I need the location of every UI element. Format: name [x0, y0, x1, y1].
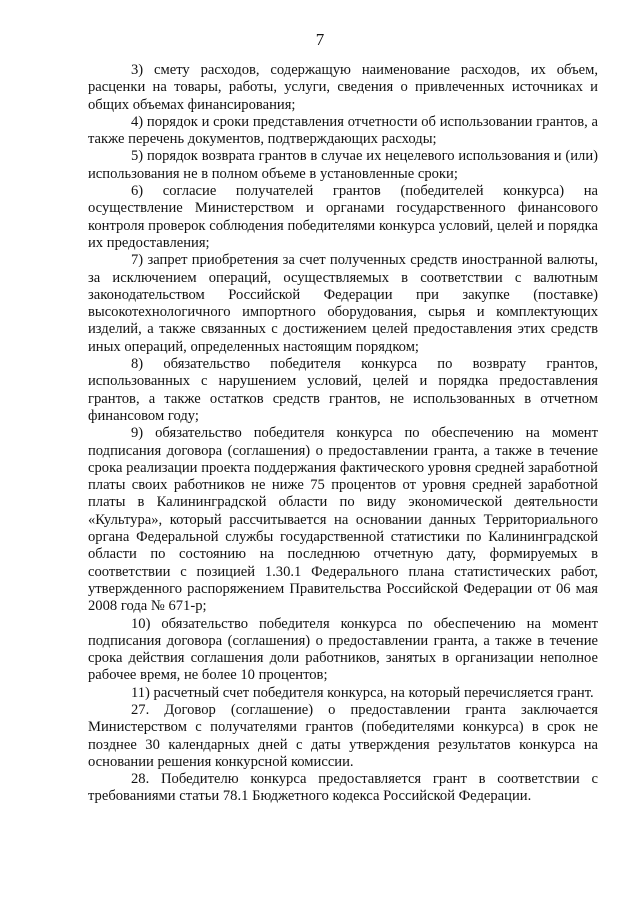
page-number: 7	[315, 30, 325, 49]
list-item-6-consent: 6) согласие получателей грантов (победителей конкурса) на осуществление Министерством и органами государственного финансового контроля проверок соблюдения победителями конкурса условий, целей и порядка их предоставления;	[88, 183, 598, 251]
clause-27-agreement: 27. Договор (соглашение) о предоставлении гранта заключается Министерством с получателями грантов (победителями конкурса) в срок не позднее 30 календарных дней с даты утверждения результатов конкурса на основании решения конкурсной комиссии.	[88, 701, 598, 770]
list-item-7-currency-ban: 7) запрет приобретения за счет полученных средств иностранной валюты, за исключением операций, осуществляемых в соответствии с валютным законодательством Российской Федерации при закупке (поставке) высокотехнологичного импортного оборудования, сырья и комплектующих изделий, а также связанных с достижением целей предоставления этих средств иных операций, определенных настоящим порядком;	[88, 252, 598, 355]
list-item-4-reporting: 4) порядок и сроки представления отчетности об использовании грантов, а также перечень документов, подтверждающих расходы;	[88, 113, 598, 148]
list-item-10-part-time-obligation: 10) обязательство победителя конкурса по обеспечению на момент подписания договора (соглашения) о предоставлении гранта, а также в течение срока действия соглашения доли работников, занятых в организации неполное рабочее время, не более 10 процентов;	[88, 615, 598, 684]
list-item-3-estimate: 3) смету расходов, содержащую наименование расходов, их объем, расценки на товары, работы, услуги, сведения о привлеченных источниках и общих объемах финансирования;	[88, 62, 598, 113]
list-item-8-refund-obligation: 8) обязательство победителя конкурса по возврату грантов, использованных с нарушением условий, целей и порядка предоставления грантов, а также остатков средств грантов, не использованных в отчетном финансовом году;	[88, 356, 598, 424]
list-item-11-bank-account: 11) расчетный счет победителя конкурса, на который перечисляется грант.	[131, 684, 594, 701]
document-body	[88, 62, 598, 806]
list-item-5-refund-order: 5) порядок возврата грантов в случае их нецелевого использования и (или) использования не в полном объеме в установленные сроки;	[88, 148, 598, 182]
clause-28-grant-provision: 28. Победителю конкурса предоставляется грант в соответствии с требованиями статьи 78.1 Бюджетного кодекса Российской Федерации.	[88, 771, 598, 805]
list-item-9-salary-obligation: 9) обязательство победителя конкурса по обеспечению на момент подписания договора (соглашения) о предоставлении гранта, а также в течение срока реализации проекта поддержания фактического уровня средней заработной платы своих работников не ниже 75 процентов от уровня средней заработной платы в Калининградской области по виду экономической деятельности «Культура», который рассчитывается на основании данных Территориального органа Федеральной службы государственной статистики по Калининградской области по состоянию на последнюю отчетную дату, формируемых в соответствии с позицией 1.30.1 Федерального плана статистических работ, утвержденного распоряжением Правительства Российской Федерации от 06 мая 2008 года № 671-р;	[88, 425, 598, 615]
